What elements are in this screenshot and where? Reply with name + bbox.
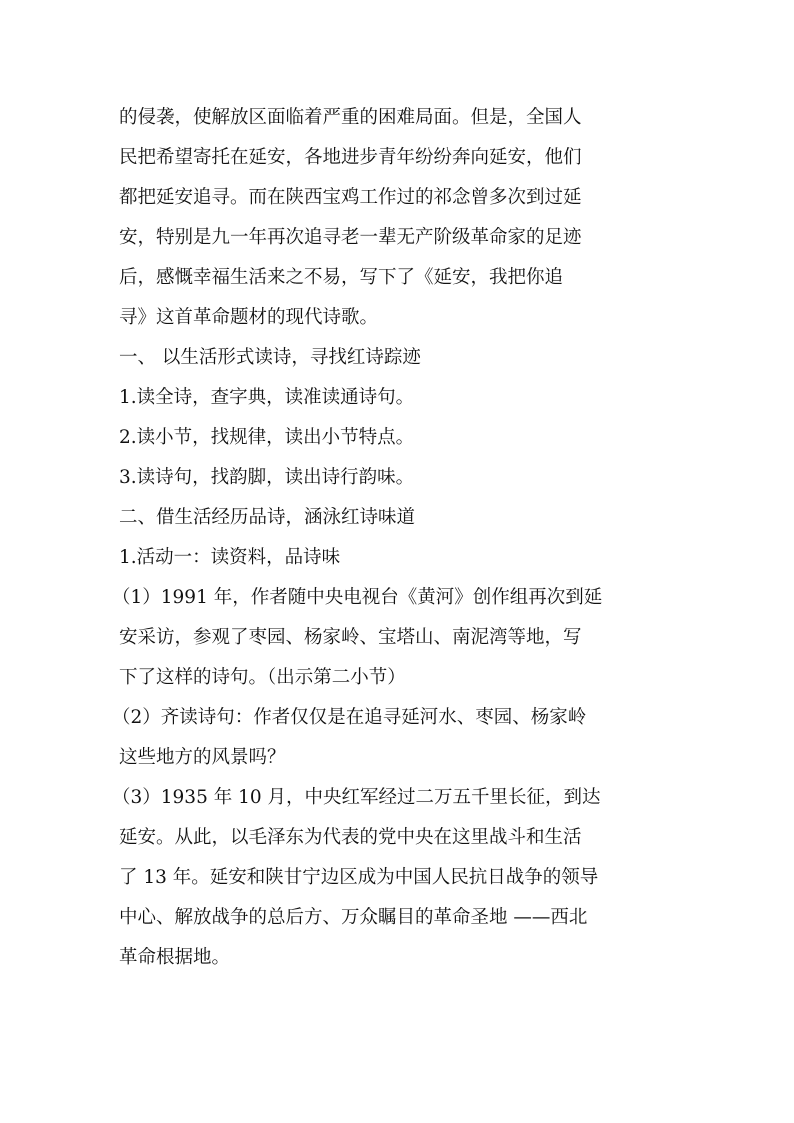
list-item: 1.读全诗，查字典，读准读通诗句。	[119, 387, 415, 408]
paragraph-line: 安采访，参观了枣园、杨家岭、宝塔山、南泥湾等地，写	[119, 627, 582, 648]
activity-heading: 1.活动一：读资料，品诗味	[119, 547, 341, 568]
paragraph-line: 都把延安追寻。而在陕西宝鸡工作过的祁念曾多次到过延	[119, 187, 582, 208]
paragraph-line: 寻》这首革命题材的现代诗歌。	[119, 307, 379, 328]
list-item: 3.读诗句，找韵脚，读出诗行韵味。	[119, 467, 415, 488]
paragraph-line: （2）齐读诗句：作者仅仅是在追寻延河水、枣园、杨家岭	[112, 707, 587, 728]
paragraph-line: （3）1935 年 10 月，中央红军经过二万五千里长征，到达	[112, 787, 601, 808]
paragraph-line: 延安。从此，以毛泽东为代表的党中央在这里战斗和生活	[119, 827, 582, 848]
document-body	[112, 98, 679, 978]
paragraph-line: 安，特别是九一年再次追寻老一辈无产阶级革命家的足迹	[119, 227, 582, 248]
section-heading-2: 二、借生活经历品诗，涵泳红诗味道	[119, 507, 416, 528]
paragraph-line: 这些地方的风景吗？	[119, 747, 286, 768]
section-heading-1: 一、 以生活形式读诗，寻找红诗踪迹	[119, 347, 421, 368]
paragraph-line: 后，感慨幸福生活来之不易，写下了《延安，我把你追	[119, 267, 564, 288]
paragraph-line: 民把希望寄托在延安，各地进步青年纷纷奔向延安，他们	[119, 147, 582, 168]
paragraph-line: 革命根据地。	[119, 947, 231, 968]
paragraph-line: 中心、解放战争的总后方、万众瞩目的革命圣地 ——西北	[119, 907, 588, 928]
paragraph-line: 的侵袭，使解放区面临着严重的困难局面。但是，全国人	[119, 107, 582, 128]
paragraph-line: 了 13 年。延安和陕甘宁边区成为中国人民抗日战争的领导	[119, 867, 599, 888]
paragraph-line: 下了这样的诗句。（出示第二小节）	[119, 667, 406, 688]
paragraph-line: （1）1991 年，作者随中央电视台《黄河》创作组再次到延	[112, 587, 603, 608]
list-item: 2.读小节，找规律，读出小节特点。	[119, 427, 415, 448]
